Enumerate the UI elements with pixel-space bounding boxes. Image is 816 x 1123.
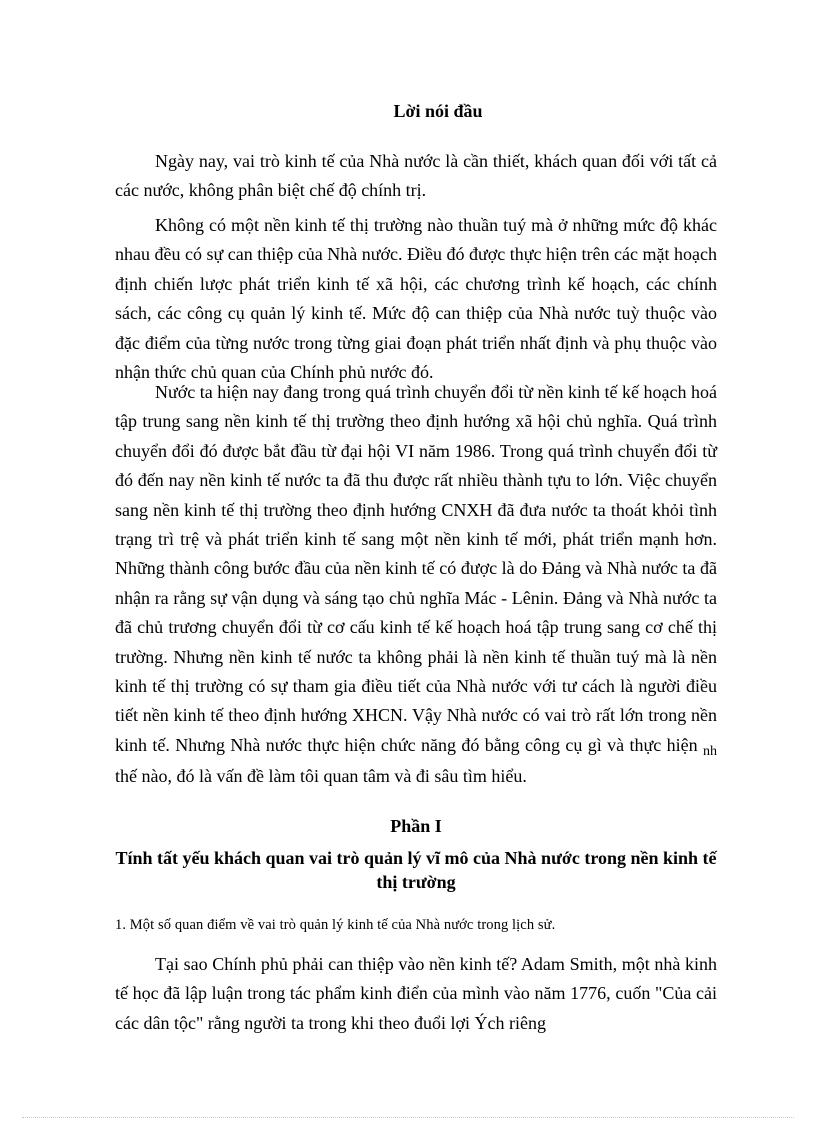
page-title: Lời nói đầu <box>393 101 483 121</box>
stray-subscript-text: nh <box>703 743 717 759</box>
section-heading: 1. Một số quan điểm về vai trò quản lý kinh tế của Nhà nước trong lịch sử. <box>115 917 556 933</box>
paragraph-3-block <box>115 378 717 792</box>
paragraph-3 <box>115 378 717 792</box>
page-bottom-divider <box>22 1117 794 1118</box>
paragraph-2-block <box>115 211 717 387</box>
paragraph-2: Không có một nền kinh tế thị trường nào thuần tuý mà ở những mức độ khác nhau đều có sự can thiệp của Nhà nước. Điều đó được thực hiện trên các mặt hoạch định chiến lược phát triển kinh tế xã hội, các chương trình kế hoạch, các chính sách, các công cụ quản lý kinh tế. Mức độ can thiệp của Nhà nước tuỳ thuộc vào đặc điểm của từng nước trong từng giai đoạn phát triển nhất định và phụ thuộc vào nhận thức chủ quan của Chính phủ nước đó. <box>115 215 717 383</box>
paragraph-1-block <box>115 147 717 206</box>
part-heading: Phần I <box>390 816 442 836</box>
part-title: Tính tất yếu khách quan vai trò quản lý vĩ mô của Nhà nước trong nền kinh tế thị trường <box>115 848 717 892</box>
paragraph-3-text: Nước ta hiện nay đang trong quá trình chuyển đổi từ nền kinh tế kế hoạch hoá tập trung sang nền kinh tế thị trường theo định hướng xã hội chủ nghĩa. Quá trình chuyển đổi đó được bắt đầu từ đại hội VI năm 1986. Trong quá trình chuyển đổi từ đó đến nay nền kinh tế nước ta đã thu được rất nhiều thành tựu to lớn. Việc chuyển sang nền kinh tế thị trường theo định hướng CNXH đã đưa nước ta thoát khỏi tình trạng trì trệ và phát triển kinh tế sang một nền kinh tế mới, phát triển mạnh hơn. Những thành công bước đầu của nền kinh tế có được là do Đảng và Nhà nước ta đã nhận ra rằng sự vận dụng và sáng tạo chủ nghĩa Mác - Lênin. Đảng và Nhà nước ta đã chủ trương chuyển đổi từ cơ cấu kinh tế kế hoạch hoá tập trung sang cơ chế thị trường. Nhưng nền kinh tế nước ta không phải là nền kinh tế thuần tuý mà là nền kinh tế thị trường có sự tham gia điều tiết của Nhà nước với tư cách là người điều tiết nền kinh tế theo định hướng XHCN. Vậy Nhà nước có vai trò rất lớn trong nền kinh tế. Nhưng Nhà nước thực hiện chức năng đó bằng công cụ gì và thực hiện <box>115 382 717 755</box>
paragraph-4-block <box>115 950 717 1038</box>
paragraph-4: Tại sao Chính phủ phải can thiệp vào nền kinh tế? Adam Smith, một nhà kinh tế học đã lập luận trong tác phẩm kinh điển của mình vào năm 1776, cuốn "Của cải các dân tộc" rằng người ta trong khi theo đuổi lợi Ých riêng <box>115 954 717 1033</box>
paragraph-3-tail: thế nào, đó là vấn đề làm tôi quan tâm và đi sâu tìm hiểu. <box>115 766 527 787</box>
paragraph-1: Ngày nay, vai trò kinh tế của Nhà nước là cần thiết, khách quan đối với tất cả các nước, không phân biệt chế độ chính trị. <box>115 151 717 201</box>
